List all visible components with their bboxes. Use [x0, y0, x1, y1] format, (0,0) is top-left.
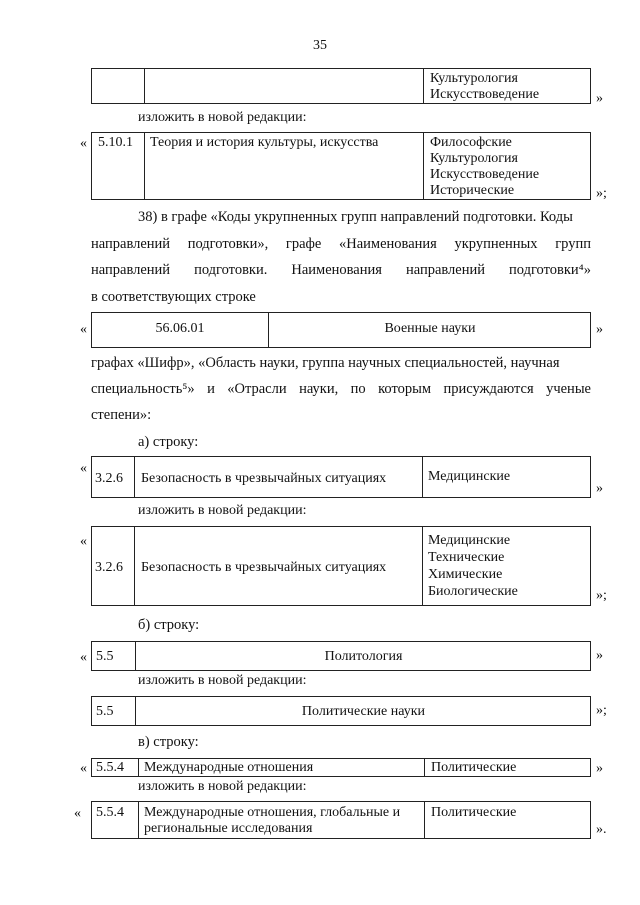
- closing-quote: »;: [596, 186, 607, 201]
- table-cell-code: 3.2.6: [95, 471, 123, 486]
- page-number: 35: [313, 38, 327, 53]
- table-cell-col3-line3: Искусствоведение: [430, 167, 540, 182]
- closing-quote: »: [596, 481, 603, 496]
- table-cell-col3-line2: Технические: [428, 550, 505, 565]
- item-a-label: а) строку:: [138, 434, 199, 450]
- table-cell-name: Теория и история культуры, искусства: [150, 135, 379, 150]
- opening-quote: «: [80, 650, 87, 665]
- opening-quote: «: [74, 806, 81, 821]
- table-military: [91, 312, 591, 348]
- table-cell-col3-line4: Биологические: [428, 584, 518, 599]
- table-politology: [91, 641, 591, 671]
- table-cell-name: Международные отношения: [144, 760, 314, 775]
- table-cell-code: 3.2.6: [95, 560, 123, 575]
- opening-quote: «: [80, 761, 87, 776]
- closing-quote: »;: [596, 703, 607, 718]
- restate-label: изложить в новой редакции:: [138, 673, 307, 688]
- table-cell-col3-line2: Культурология: [430, 151, 518, 166]
- table-safety: [91, 456, 591, 498]
- table-cell-name: Политические науки: [301, 704, 426, 719]
- table-cell-col3: Политические: [431, 760, 517, 775]
- table-cell-name-line1: Международные отношения, глобальные и: [144, 805, 401, 820]
- closing-quote: ».: [596, 822, 607, 837]
- restate-label: изложить в новой редакции:: [138, 110, 307, 125]
- closing-quote: »: [596, 322, 603, 337]
- paragraph-38-line4: в соответствующих строке: [91, 289, 256, 305]
- paragraph-38-line2: направлений подготовки», графе «Наименования укрупненных групп: [91, 236, 591, 252]
- table-cell-col3: Политические: [431, 805, 517, 820]
- table-cell-col3-line1: Философские: [430, 135, 512, 150]
- table-cell-name-line2: региональные исследования: [144, 821, 313, 836]
- opening-quote: «: [80, 136, 87, 151]
- closing-quote: »: [596, 761, 603, 776]
- table-culture: [91, 132, 591, 200]
- item-b-label: б) строку:: [138, 617, 200, 633]
- table-cell-col3-line4: Исторические: [430, 183, 515, 198]
- closing-quote: »: [596, 648, 603, 663]
- table-cell-name: Безопасность в чрезвычайных ситуациях: [141, 471, 387, 486]
- table-cell-code: 5.5.4: [96, 760, 124, 775]
- table-cell-col3-line3: Химические: [428, 567, 503, 582]
- table-political-sciences: [91, 696, 591, 726]
- table-safety-new: [91, 526, 591, 606]
- closing-quote: »;: [596, 588, 607, 603]
- table-cell-col3-line2: Искусствоведение: [430, 87, 540, 102]
- closing-quote: »: [596, 91, 603, 106]
- paragraph-38-line1: 38) в графе «Коды укрупненных групп направлений подготовки. Коды: [138, 209, 573, 225]
- table-international: [91, 758, 591, 777]
- table-cell-code: 5.5: [96, 649, 114, 664]
- table-cell-name: Безопасность в чрезвычайных ситуациях: [141, 560, 387, 575]
- opening-quote: «: [80, 322, 87, 337]
- restate-label: изложить в новой редакции:: [138, 503, 307, 518]
- table-cell-code: 5.5: [96, 704, 114, 719]
- item-c-label: в) строку:: [138, 734, 199, 750]
- table-cell-col3: Медицинские: [428, 469, 511, 484]
- table-international-new: [91, 801, 591, 839]
- paragraph-38-line3: направлений подготовки. Наименования направлений подготовки⁴»: [91, 262, 591, 278]
- table-cell-code: 5.10.1: [98, 135, 133, 150]
- table-cell-name: Военные науки: [384, 321, 476, 336]
- paragraph-graphs-line3: степени»:: [91, 407, 152, 423]
- paragraph-graphs-line2: специальность⁵» и «Отрасли науки, по которым присуждаются ученые: [91, 381, 591, 397]
- table-cell-col3-line1: Культурология: [430, 71, 518, 86]
- opening-quote: «: [80, 461, 87, 476]
- table-cell-name: Политология: [324, 649, 403, 664]
- table-cell-code: 5.5.4: [96, 805, 124, 820]
- paragraph-graphs-line1: графах «Шифр», «Область науки, группа научных специальностей, научная: [91, 355, 560, 371]
- table-cell-code: 56.06.01: [155, 321, 205, 336]
- table-cell-col3-line1: Медицинские: [428, 533, 511, 548]
- opening-quote: «: [80, 534, 87, 549]
- restate-label: изложить в новой редакции:: [138, 779, 307, 794]
- table-continuation: [91, 68, 591, 104]
